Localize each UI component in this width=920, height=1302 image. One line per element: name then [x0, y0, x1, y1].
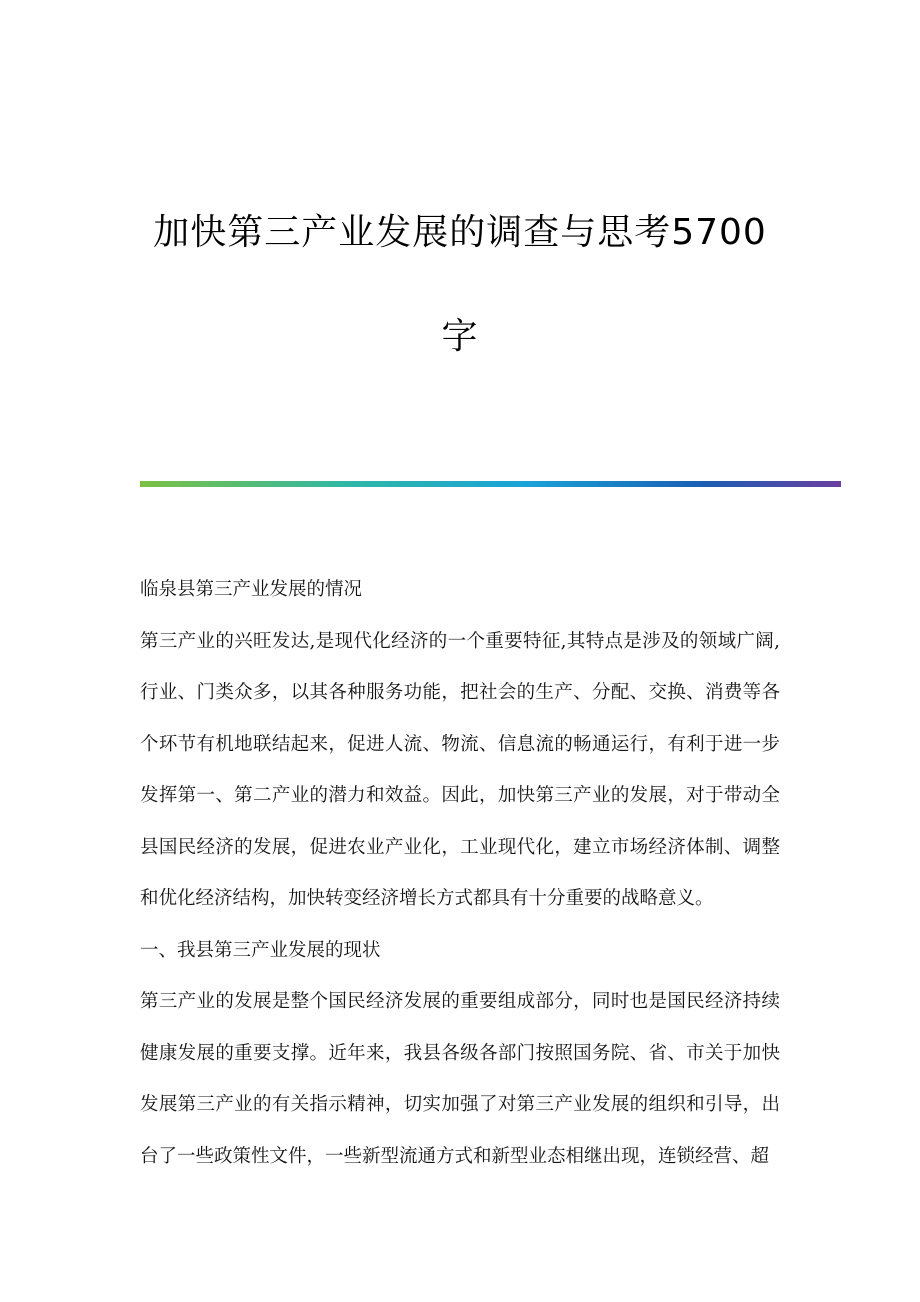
- section-heading: 一、我县第三产业发展的现状: [140, 939, 381, 961]
- document-body: [140, 564, 780, 1182]
- section-heading: 临泉县第三产业发展的情况: [140, 579, 363, 600]
- gradient-divider: [140, 481, 841, 487]
- document-title-line1: 加快第三产业发展的调查与思考5700: [153, 212, 767, 253]
- body-paragraph: 第三产业的发展是整个国民经济发展的重要组成部分，同时也是国民经济持续健康发展的重要支撑。近年来，我县各级各部门按照国务院、省、市关于加快发展第三产业的有关指示精神，切实加强了对第三产业发展的组织和引导，出台了一些政策性文件，一些新型流通方式和新型业态相继出现，连锁经营、超: [140, 991, 780, 1167]
- document-title-line2: 字: [441, 316, 479, 357]
- document-title: [120, 206, 800, 364]
- body-paragraph: 第三产业的兴旺发达,是现代化经济的一个重要特征,其特点是涉及的领域广阔,行业、门类众多，以其各种服务功能，把社会的生产、分配、交换、消费等各个环节有机地联结起来，促进人流、物流、信息流的畅通运行，有利于进一步发挥第一、第二产业的潜力和效益。因此，加快第三产业的发展，对于带动全县国民经济的发展，促进农业产业化，工业现代化，建立市场经济体制、调整和优化经济结构，加快转变经济增长方式都具有十分重要的战略意义。: [140, 630, 780, 909]
